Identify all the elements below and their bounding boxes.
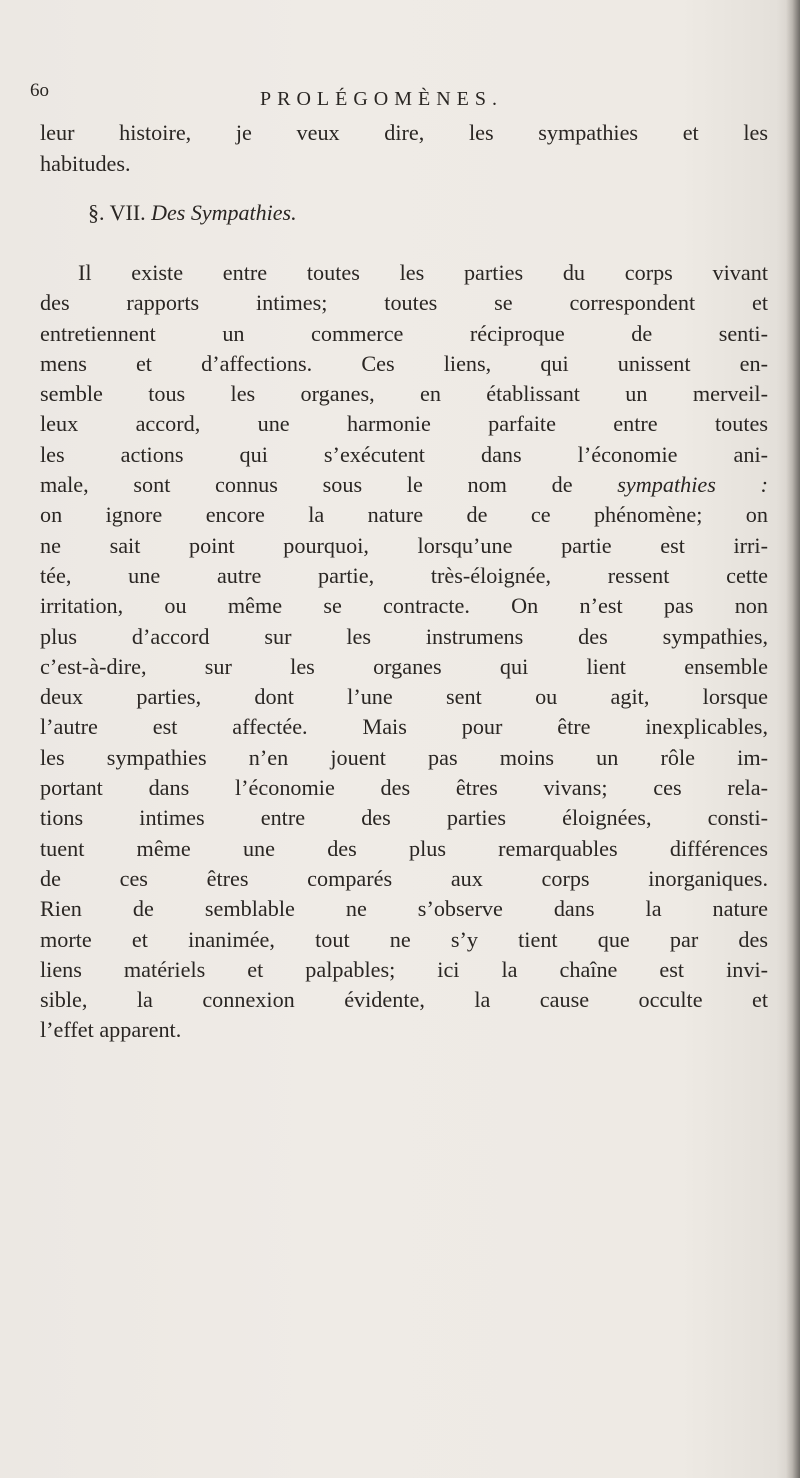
text-line: tuent même une des plus remarquables différences (40, 835, 768, 861)
text-line: ne sait point pourquoi, lorsqu’une partie est irri- (40, 532, 768, 558)
text-line: sible, la connexion évidente, la cause occulte et (40, 987, 768, 1013)
text-line: irritation, ou même se contracte. On n’est pas non (40, 593, 768, 619)
text-line: morte et inanimée, tout ne s’y tient que par des (40, 926, 768, 952)
text-line: de ces êtres comparés aux corps inorganiques. (40, 865, 768, 891)
intro-text (40, 117, 768, 179)
text-line: entretiennent un commerce réciproque de senti- (40, 320, 768, 346)
text-line: l’autre est affectée. Mais pour être inexplicables, (40, 714, 768, 740)
text-line: portant dans l’économie des êtres vivans; ces rela- (40, 775, 768, 801)
text-line: les actions qui s’exécutent dans l’économie ani- (40, 441, 768, 467)
text-line: semble tous les organes, en établissant un merveil- (40, 381, 768, 407)
text-line: les sympathies n’en jouent pas moins un rôle im- (40, 744, 768, 770)
section-heading (88, 200, 297, 226)
text-line: mens et d’affections. Ces liens, qui unissent en- (40, 350, 768, 376)
paragraph-sympathies (40, 258, 768, 1046)
text-line: Rien de semblable ne s’observe dans la nature (40, 896, 768, 922)
text-line: Il existe entre toutes les parties du corps vivant (78, 260, 768, 285)
text-line: liens matériels et palpables; ici la chaîne est invi- (40, 956, 768, 982)
text-line: on ignore encore la nature de ce phénomène; on (40, 502, 768, 528)
text-line: tions intimes entre des parties éloignées, consti- (40, 805, 768, 831)
page-header (30, 80, 770, 114)
text-line-with-term (40, 470, 768, 500)
italic-term: sympathies : (617, 472, 768, 498)
text-segment: male, sont connus sous le nom de (40, 472, 573, 498)
text-line: tée, une autre partie, très-éloignée, ressent cette (40, 562, 768, 588)
page-number: 6o (30, 80, 49, 101)
text-line: c’est-à-dire, sur les organes qui lient ensemble (40, 653, 768, 679)
text-line: leur histoire, je veux dire, les sympathies et les (40, 120, 768, 145)
text-line: deux parties, dont l’une sent ou agit, lorsque (40, 684, 768, 710)
text-line: habitudes. (40, 151, 131, 176)
text-line: plus d’accord sur les instrumens des sympathies, (40, 623, 768, 649)
text-line: leux accord, une harmonie parfaite entre toutes (40, 411, 768, 437)
running-head: PROLÉGOMÈNES. (260, 88, 504, 110)
section-title: Des Sympathies. (151, 200, 297, 225)
text-line: des rapports intimes; toutes se correspondent et (40, 290, 768, 316)
text-line: l’effet apparent. (40, 1017, 182, 1043)
page-spine-shadow (786, 0, 800, 1478)
section-label: §. VII. (88, 200, 146, 225)
